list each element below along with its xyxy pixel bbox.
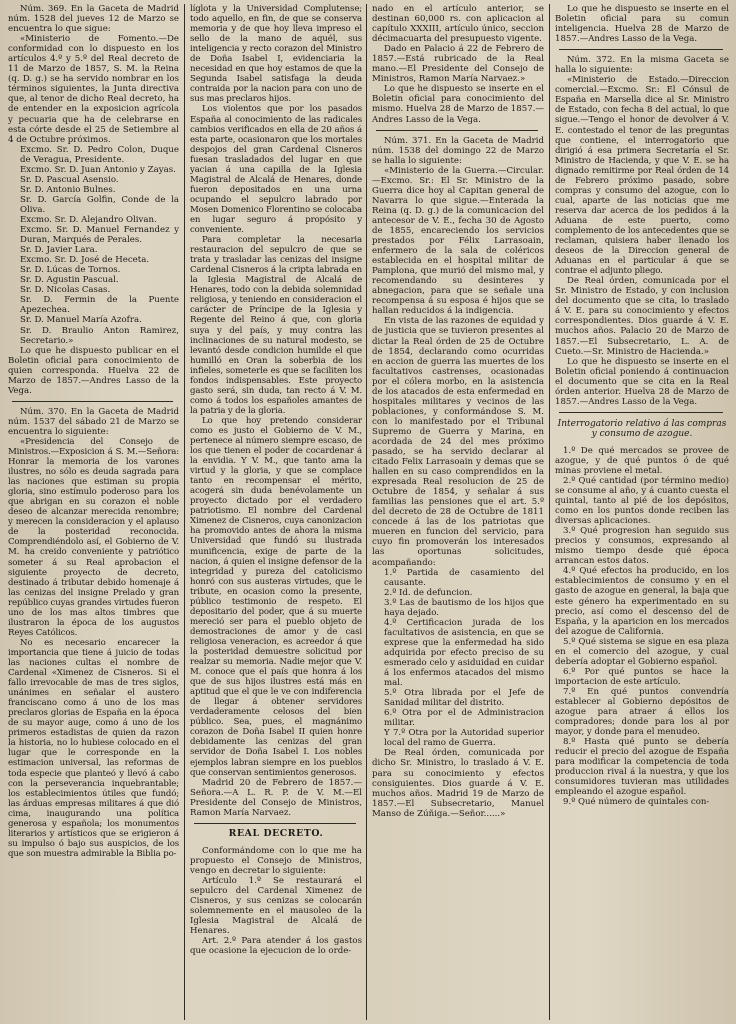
decree-continued: nado en el artículo anterior, se destinan 60,000 rs. con aplicacion al capítulo XXXIII, artículo único, seccion décimacuarta del presupuesto vigente. <box>372 4 544 45</box>
junta-members-list <box>8 145 179 346</box>
question-item: 6.º Por qué puntos se hace la importacion de este artículo. <box>555 666 729 687</box>
column-rule <box>366 4 367 1020</box>
question-item: 4.º Qué efectos ha producido, en los establecimientos de consumo y en el gasto de azogue en general, la baja que este género ha experimentado en su precio, así como el descenso del de España, y la aparicion en los mercados del azogue de California. <box>555 566 729 637</box>
column-4 <box>555 4 729 1020</box>
list-item: 3.º Las de bautismo de los hijos que haya dejado. <box>384 597 544 618</box>
required-documents-list <box>372 568 544 749</box>
question-item: 2.º Qué cantidad (por término medio) se consume al año, y á cuanto cuesta el quintal, tanto al pié de los depósitos, como en los puntos donde reciben las diversas aplicaciones. <box>555 475 729 527</box>
decree-signature: Dado en Palacio á 22 de Febrero de 1857.—Está rubricado de la Real mano.—El Presidente del Consejo de Ministros, Ramon María Narvaez.» <box>372 44 544 85</box>
article-371-header: Núm. 371. En la Gaceta de Madrid núm. 1538 del domingo 22 de Marzo se halla lo siguiente: <box>372 135 544 166</box>
article-371-body: En vista de las razones de equidad y de justicia que se tuvieron presentes al dictar la Real órden de 25 de Octubre de 1854, declarando como ocurridas en accion de guerra las muertes de los facultativos castrenses, ocasionadas por el cólera morbo, en la asistencia de los atacados de esta enfermedad en hospitales militares y vecinos de las poblaciones, y conformándose S. M. con lo manifestado por el Tribunal Supremo de Guerra y Marina, en acordada de 24 del mes próximo pasado, se ha servido declarar al citado Felix Larrasoain y demas que se hallen en su caso comprendidos en la expresada Real resolucion de 25 de Octubre de 1854, y señalar á sus familias las pensiones que el art. 5.º del decreto de 28 de Octubre de 1811 concede á las de los patriotas que mueren en funcion del servicio, para cuyo fin promoverán los interesados las oportunas solicitudes, acompañando: <box>372 316 544 568</box>
article-divider <box>12 401 173 402</box>
question-item: 8.º Hasta qué punto se debería reducir el precio del azogue de España para modificar la competencia de toda produccion rival á la nuestra, y que los consumidores tuvieran mas utilidades empleando el azogue español. <box>555 737 729 798</box>
article-370-continued: Lo que hoy pretendo considerar como es justo el Gobierno de V. M., pertenece al número siempre escaso, de los que tienen el poder de cocardenar á la envidia. Y V. M., que tanto ama la virtud y la gloria, y que se complace tanto en recompensar el mérito, acogerá sin duda benévolamente un proyecto dictado por el verdadero patriotismo. El nombre del Cardenal Ximenez de Cisneros, cuya canonizacion ha promovido antes de ahora la misma Universidad que fundó su ilustrada munificencia, exige de parte de la nacion, á quien el insigne defensor de la integridad y pureza del catolicismo honró con sus austeras virtudes, que le tribute, en ocasion como la presente, público testimonio de respeto. El depositario del poder, que á su muerte mereció ser para el pueblo objeto de demostraciones de amor y de casi religiosa veneracion, es acreedor á que la posteridad demuestre solicitud por realzar su memoria. Nadie mejor que V. M. conoce que el país que honra á los que de sus hijos ilustres está más en aptitud que el que le ve con indiferencia de llegar á obtener servidores verdaderamente celosos del bien público. Sea, pues, el magnánimo corazon de Doña Isabel II quien honre debidamente las cenizas del gran servidor de Doña Isabel I. Los nobles ejemplos labran siempre en los pueblos que conservan sentimientos generosos. <box>190 415 362 778</box>
list-item: Sr. D. Pascual Asensio. <box>20 174 119 185</box>
list-item: 1.º Partida de casamiento del causante. <box>384 567 544 588</box>
list-item: Excmo. Sr. D. Manuel Fernandez y Duran, Marqués de Perales. <box>20 225 179 246</box>
list-item: Sr. D. Antonio Bulnes. <box>20 184 116 195</box>
list-item: Y 7.º Otra por la Autoridad superior local del ramo de Guerra. <box>384 728 544 749</box>
article-divider <box>376 130 538 131</box>
list-item: Sr. D. Javier Lara. <box>20 245 98 256</box>
question-item: 3.º Qué progresion han seguido sus precios y consumos, expresando al mismo tiempo desde qué época arrancan estos datos. <box>555 526 729 567</box>
article-divider <box>559 49 723 50</box>
article-370-header: Núm. 370. En la Gaceta de Madrid núm. 1537 del sábado 21 de Marzo se encuentra lo siguiente: <box>8 406 179 437</box>
column-rule <box>549 4 550 1020</box>
list-item: Sr. D. García Golfin, Conde de la Oliva. <box>20 194 179 215</box>
decree-title: REAL DECRETO. <box>228 827 324 839</box>
question-item: 5.º Qué sistema se sigue en esa plaza en el comercio del azogue, y cual debería adoptar el Gobierno español. <box>555 636 729 667</box>
section-divider <box>194 823 356 824</box>
questions-list <box>555 446 729 808</box>
column-1 <box>8 4 179 1020</box>
list-item: Excmo. Sr. D. Juan Antonio y Zayas. <box>20 164 176 175</box>
interrogatorio-title: Interrogatorio relativo á las compras y consumo de azogue. <box>557 418 727 440</box>
article-370-continued: Los violentos que por los pasados España al conocimiento de las radicales cambios verificados en ella de 20 años á esta parte, ocasionaron que los mortales despojos del gran Cardenal Cisneros fuesan trasladados del lugar en que yacian á una capilla de la Iglesia Magistral de Alcalá de Henares, donde fueron depositados en una urna ocupando el sepulcro labrado por Mosen Domenico Florentino se colocaba en lugar seguro á propósito y conveniente. <box>190 104 362 236</box>
article-370-continued: Para completar la necesaria restauracion del sepulcro de que se trata y trasladar las cenizas del insigne Cardenal Cisneros á la cripta labrada en la Iglesia Magistral de Alcalá de Henares, todo con la debida solemnidad religiosa, y teniendo en consideracion el carácter de Príncipe de la Iglesia y Regente del Reino á que, con gloria suya y del país, y muy contra las inclinaciones de su natural modesto, se levantó desde condicion humilde el que humilló en Oran la soberbia de los infieles, someterle es que se faciliten los fondos indispensables. Este proyecto gasto será, sin duda, tan recto á V. M. como á todos los españoles amantes de la patria y de la gloria. <box>190 235 362 416</box>
section-divider <box>559 412 723 413</box>
article-370-signature: Madrid 20 de Febrero de 1857.—Señora.—A L. R. P. de V. M.—El Presidente del Consejo de Ministros, Ramon María Narvaez. <box>190 777 362 818</box>
list-item: Excmo. Sr. D. Alejandro Olivan. <box>20 214 157 225</box>
article-369-signature: Lo que he dispuesto publicar en el Boletin oficial para conocimiento de quien corresponda. Huelva 22 de Marzo de 1857.—Andres Lasso de la Vega. <box>8 345 179 396</box>
decree-article: Artículo 1.º Se restaurará el sepulcro del Cardenal Ximenez de Cisneros, y sus cenizas se colocarán solemnemente en el mausoleo de la Iglesia Magistral de Alcalá de Henares. <box>190 875 362 937</box>
list-item: 4.º Certificacion jurada de los facultativos de asistencia, en que se exprese que la enfermedad ha sido adquirida por efecto preciso de su esmerado celo y asiduidad en cuidar á los enfermos atacados del mismo mal. <box>384 617 544 689</box>
article-370-continued: líglota y la Universidad Complutense; todo aquello, en fin, de que se conserva memoria y de que hoy lleva impreso el sello de la mano de aquél, sus inteligencia y recto corazon del Ministro de Doña Isabel I, evidenciaria la necesidad en que hoy estamos de que la Segunda Isabel satisfaga la deuda contraida por la nacion para con uno de sus mas preclaros hijos. <box>190 4 362 105</box>
article-371-body: «Ministerio de la Guerra.—Circular.—Excmo. Sr.: El Sr. Ministro de la Guerra dice hoy al Capitan general de Navarra lo que sigue.—Enterada la Reina (q. D. g.) de la comunicacion del antecesor de V. E., fecha 30 de Agosto de 1855, encareciendo los servicios prestados por Félix Larrasoain, enfermero de la sala de coléricos establecida en el hospital militar de Pamplona, que murió del mismo mal, y recomendando su desinteres y abnegacion, para que se señale una recompensa á su esposa é hijos que se hallan reducidos á la indigencia. <box>372 165 544 317</box>
list-item: Excmo. Sr. D. Pedro Colon, Duque de Veragua, Presidente. <box>20 144 179 165</box>
article-370-body: No es necesario encarecer la importancia que tiene á juicio de todas las naciones cultas el nombre de Cardenal «Ximenez de Cisneros. Si el fallo irrevocable de mas de tres siglos, unánimes en señalar el austero franciscano como á uno de los mas preclaros glorias de España en la época de su mayor auge, como á uno de los primeros estadistas de quien da razon la historia, no lo hubiese colocado en el lugar que le corresponde en la estimacion universal, las reformas de toda especie que planteó y llevó á cabo con la perseverancia inquebrantable; los establecimientos útiles que fundó; las árduas empresas militares á que dió cima, inaugurando una política generosa y española; los monumentos literarios y artísticos que se erigieron á su impulso ó bajo sus auspicios, de los que son muestra admirable la Biblia po- <box>8 637 179 859</box>
question-item: 7.º En qué puntos convendría establecer al Gobierno depósitos de azogue para atraer á ellos los compradores; donde para los al por mayor, y donde para el menudeo. <box>555 686 729 738</box>
list-item: 5.º Otra librada por el Jefe de Sanidad militar del distrito. <box>384 688 544 709</box>
publication-note: Lo que he dispuesto se inserte en el Boletin oficial para conocimiento del mismo. Huelva 28 de Marzo de 1857.—Andres Lasso de la Vega. <box>372 84 544 125</box>
list-item: Sr. D. Agustin Pascual. <box>20 275 119 286</box>
question-item: 9.º Qué número de quintales con- <box>563 797 710 808</box>
list-item: 2.º Id. de defuncion. <box>384 587 473 598</box>
article-372-signature: Lo que he dispuesto se inserte en el Boletin oficial poniendo á continuacion el documento que se cita en la Real órden anterior. Huelva 28 de Marzo de 1857.—Andres Lasso de la Vega. <box>555 356 729 407</box>
list-item: Sr. D. Nicolas Casas. <box>20 285 111 296</box>
list-item: Sr. D. Braulio Anton Ramirez, Secretario.» <box>20 325 179 346</box>
list-item: Sr. D. Fermin de la Puente Apezechea. <box>20 295 179 316</box>
decree-article: Art. 2.º Para atender á los gastos que ocasione la ejecucion de lo orde- <box>190 936 362 957</box>
list-item: Sr. D. Lúcas de Tornos. <box>20 265 121 276</box>
list-item: Excmo. Sr. D. José de Heceta. <box>20 255 150 266</box>
article-369-body: «Ministerio de Fomento.—De conformidad con lo dispuesto en los artículos 4.º y 5.º del Real decreto de 11 de Marzo de 1857, S. M. la Reina (q. D. g.) se ha servido nombrar en los términos siguientes, la Junta directiva que, al tenor de dicho Real decreto, ha de entender en la exposicion agrícola y pecuaria que ha de celebrarse en esta córte desde el 25 de Setiembre al 4 de Octubre próximos. <box>8 34 179 145</box>
column-2 <box>190 4 362 1020</box>
article-369-header: Núm. 369. En la Gaceta de Madrid núm. 1528 del jueves 12 de Marzo se encuentra lo que sigue: <box>8 4 179 35</box>
article-372-body: «Ministerio de Estado.—Direccion comercial.—Excmo. Sr.: El Cónsul de España en Marsella dice al Sr. Ministro de Estado, con fecha 8 del actual, lo que sigue.—Tengo el honor de devolver á V. E. contestado el tenor de las preguntas que contiene, el interrogatorio que dirigió á esa primera Secretaría el Sr. Ministro de Hacienda, y que V. E. se ha dignado remitirme por Real órden de 14 de Febrero próximo pasado, sobre compras y consumo del azogue, con lo cual, aparte de las noticias que me reserva dar acerca de los pedidos á la Aduana de este puerto, como complemento de los antecedentes que se reclaman, quisiera haber llenado los deseos de la Direccion general de Aduanas en el particular á que se contrae el adjunto pliego. <box>555 75 729 277</box>
article-371-signature: De Real órden, comunicada por dicho Sr. Ministro, lo traslado á V. E. para su conocimiento y efectos consiguientes. Dios guarde á V. E. muchos años. Madrid 19 de Marzo de 1857.—El Subsecretario, Manuel Manso de Zúñiga.—Señor......» <box>372 748 544 819</box>
article-372-body: De Real órden, comunicada por el Sr. Ministro de Estado, y con inclusion del documento que se cita, lo traslado á V. E. para su conocimiento y efectos correspondientes. Dios guarde á V. E. muchos años. Palacio 20 de Marzo de 1857.—El Subsecretario, L. A. de Cueto.—Sr. Ministro de Hacienda.» <box>555 276 729 357</box>
list-item: 6.º Otra por el de Administracion militar. <box>384 708 544 729</box>
list-item: Sr. D. Manuel María Azofra. <box>20 315 142 326</box>
article-370-body: «Presidencia del Consejo de Ministros.—Exposicion á S. M.—Señora: Honrar la memoria de los varones ilustres, no sólo es deuda sagrada para las naciones que estiman su propia gloria, sino estímulo poderoso para los que abrigan en su corazon el noble deseo de alcanzar merecida renombre; y merecen la consideracion y el aplauso de la posteridad reconocida. Comprendiéndolo así, el Gobierno de V. M. ha creido conveniente y patriótico someter á su Real aprobacion el siguiente proyecto de decreto, destinado á tributar debido homenaje á las cenizas del insigne Prelado y gran repúblico cuyas grandes virtudes fueron uno de los mas altos timbres que ilustraron la época de los augustos Reyes Católicos. <box>8 436 179 638</box>
article-372-header: Núm. 372. En la misma Gaceta se halla lo siguiente: <box>555 55 729 76</box>
column-3 <box>372 4 544 1020</box>
publication-note: Lo que he dispuesto se inserte en el Boletin oficial para su comun inteligencia. Huelva 28 de Marzo de 1857.—Andres Lasso de la Vega. <box>555 4 729 45</box>
column-rule <box>184 4 185 1020</box>
question-item: 1.º De qué mercados se provee de azogue, y de qué puntos ó de qué minas proviene el metal. <box>555 445 729 476</box>
decree-body: Conformándome con lo que me ha propuesto el Consejo de Ministros, vengo en decretar lo siguiente: <box>190 845 362 876</box>
